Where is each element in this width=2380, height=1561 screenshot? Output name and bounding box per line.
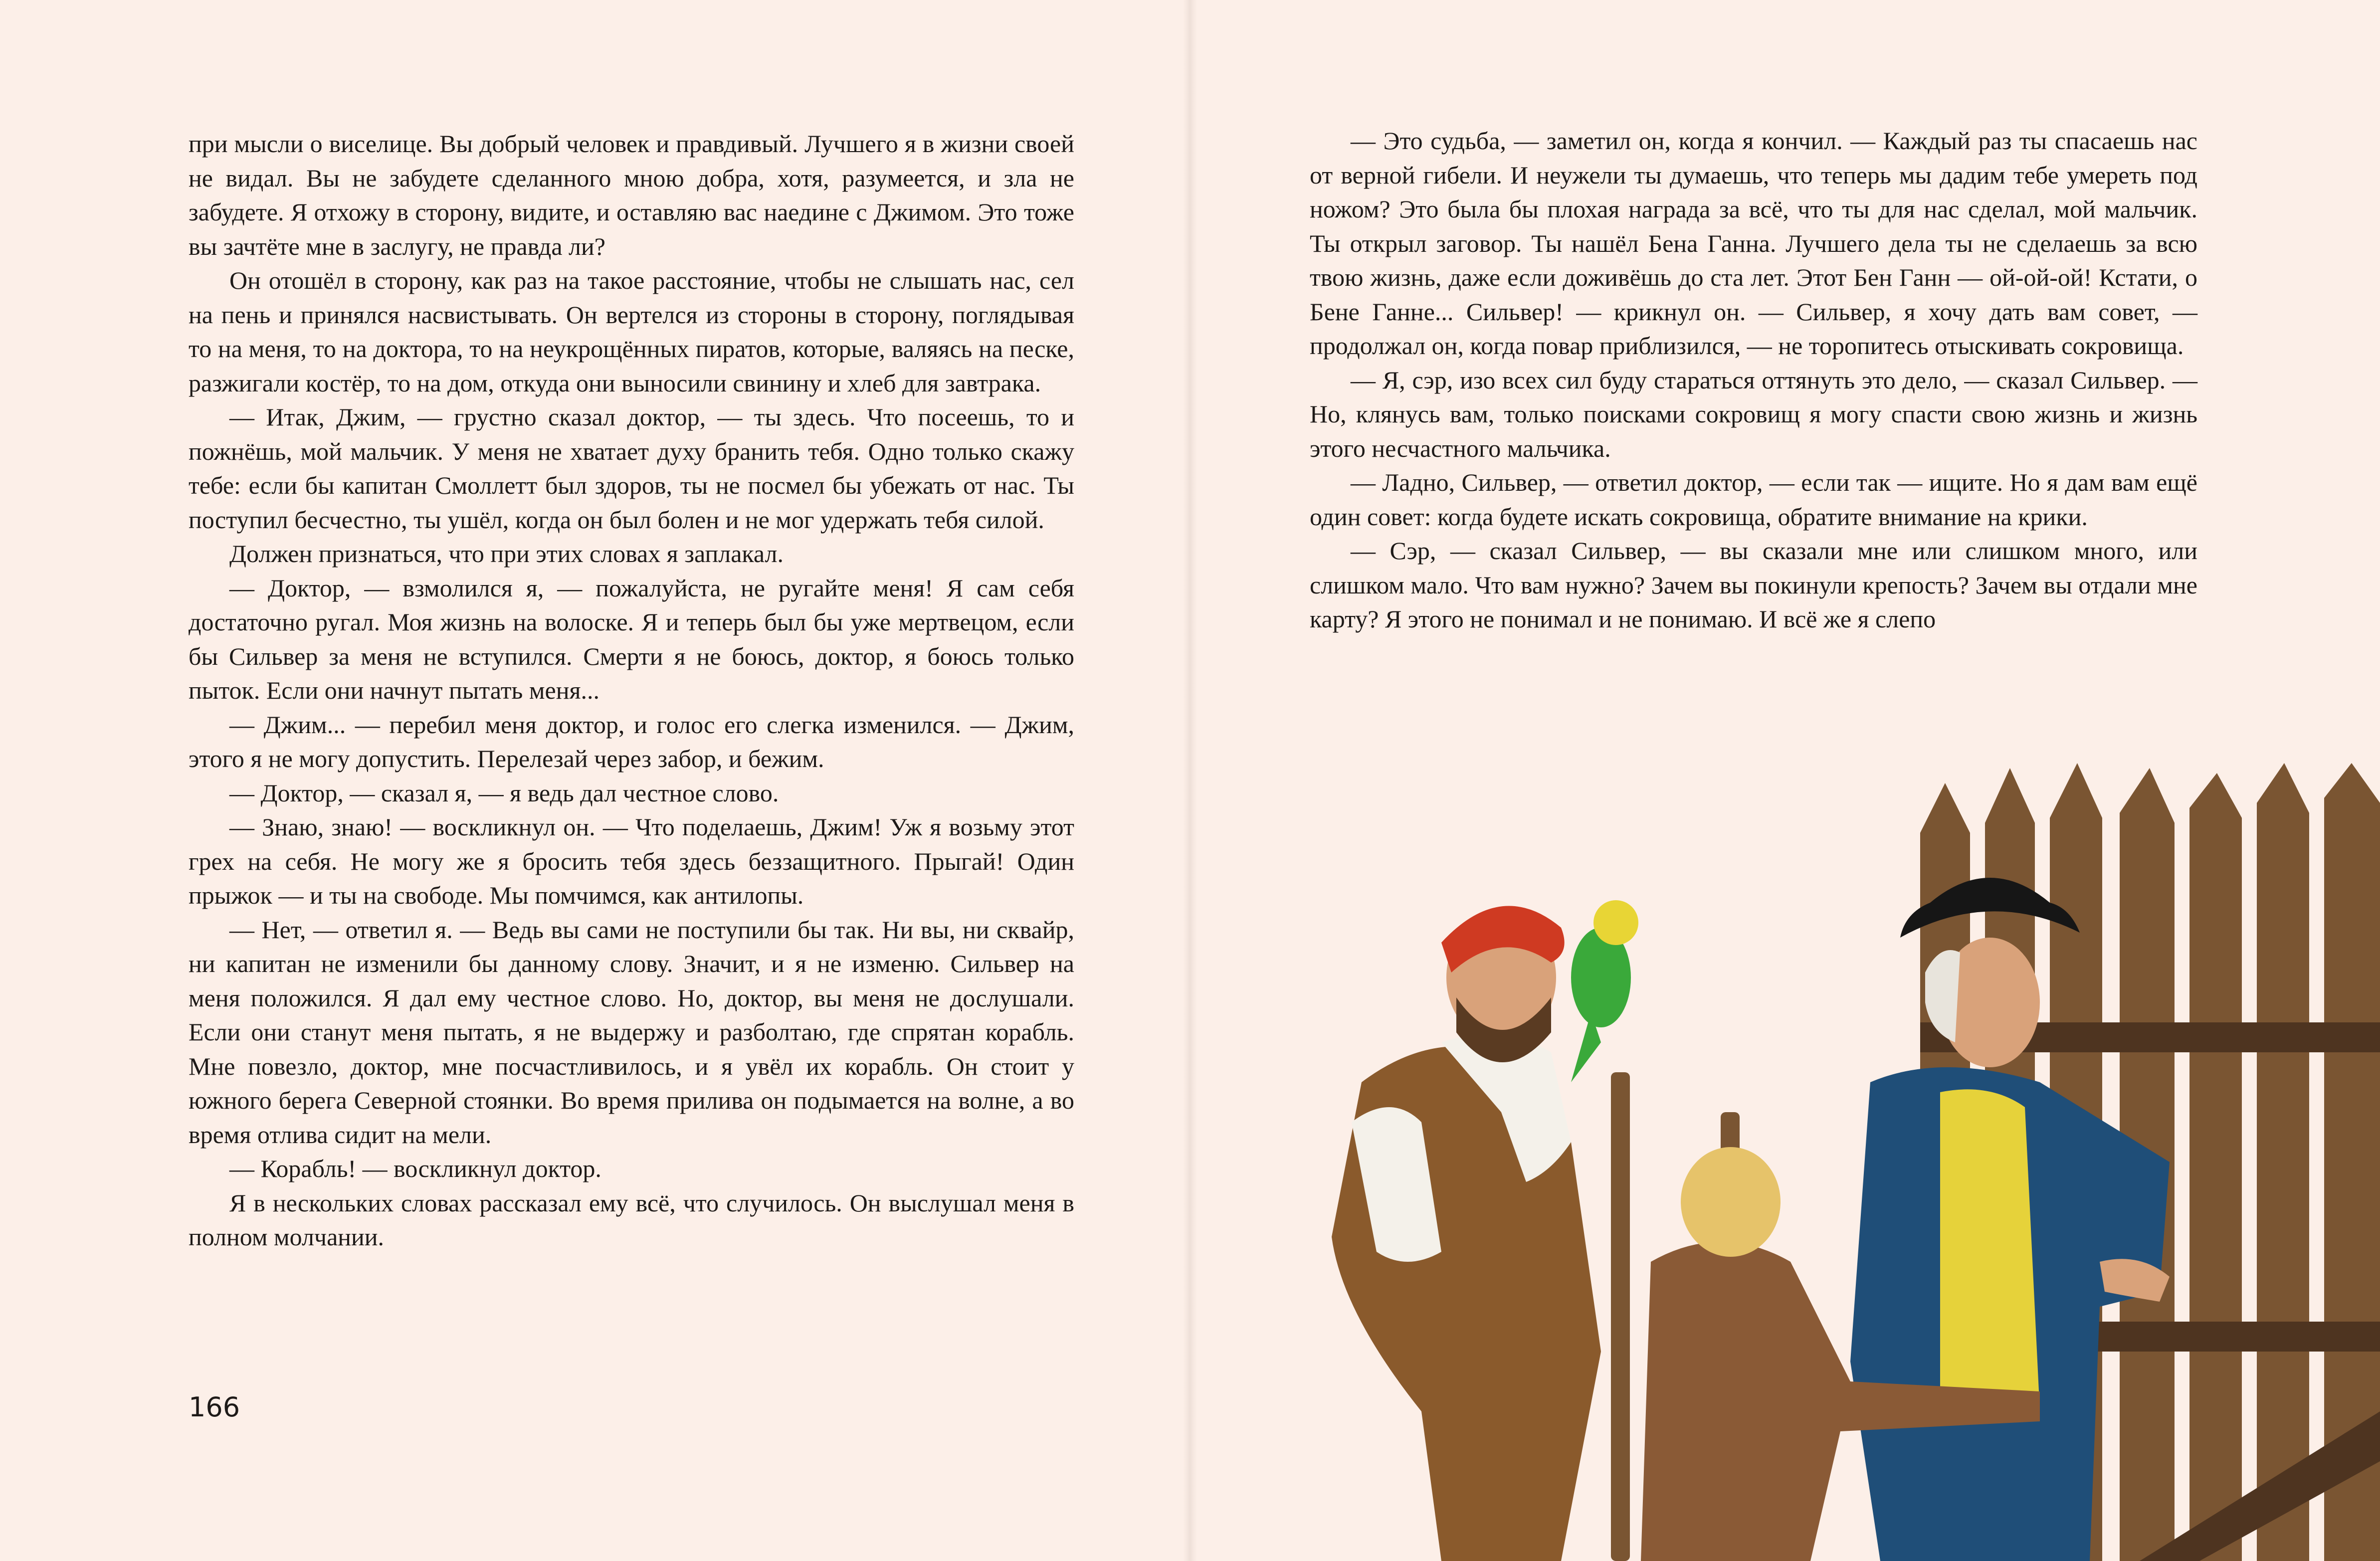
illustration-pirates-at-fence [1292, 763, 2380, 1561]
right-page-text [1310, 124, 2197, 636]
paragraph: Я в нескольких словах рассказал ему всё, что случилось. Он выслушал меня в полном молчании. [189, 1188, 1074, 1251]
paragraph: — Я, сэр, изо всех сил буду стараться оттянуть это дело, — сказал Сильвер. — Но, клянусь вам, только поисками сокровищ я могу спасти свою жизнь и жизнь этого несчастного мальчика. [1310, 366, 2197, 462]
paragraph: — Корабль! — воскликнул доктор. [229, 1155, 601, 1182]
paragraph: Он отошёл в сторону, как раз на такое расстояние, чтобы не слышать нас, сел на пень и принялся насвистывать. Он вертелся из стороны в сторону, поглядывая то на меня, то на доктора, то на неукрощённых пиратов, которые, валяясь на песке, разжигали костёр, то на дом, откуда они выносили свинину и хлеб для завтрака. [189, 266, 1074, 397]
paragraph: Должен признаться, что при этих словах я заплакал. [229, 540, 784, 568]
paragraph: — Нет, — ответил я. — Ведь вы сами не поступили бы так. Ни вы, ни сквайр, ни капитан не изменили бы данному слову. Значит, и я не изменю. Сильвер на меня положился. Я дал ему честное слово. Но, доктор, вы меня не дослушали. Если они станут меня пытать, я не выдержу и разболтаю, где спрятан корабль. Мне повезло, доктор, мне посчастливилось, и я увёл их корабль. Он стоит у южного берега Северной стоянки. Во время прилива он подымается на волне, а во время отлива сидит на мели. [189, 915, 1074, 1149]
paragraph: при мысли о виселице. Вы добрый человек и правдивый. Лучшего я в жизни своей не видал. Вы не забудете сделанного мною добра, хотя, разумеется, и зла не забудете. Я отхожу в сторону, видите, и оставляю вас наедине с Джимом. Это тоже вы зачтёте мне в заслугу, не правда ли? [189, 130, 1074, 260]
paragraph: — Доктор, — взмолился я, — пожалуйста, не ругайте меня! Я сам себя достаточно ругал. Моя жизнь на волоске. Я и теперь был бы уже мертвецом, если бы Сильвер за меня не вступился. Смерти я не боюсь, доктор, я боюсь только пыток. Если они начнут пытать меня... [189, 574, 1074, 704]
paragraph: — Итак, Джим, — грустно сказал доктор, — ты здесь. Что посеешь, то и пожнёшь, мой мальчик. У меня не хватает духу бранить тебя. Одно только скажу тебе: если бы капитан Смоллетт был здоров, ты не посмел бы убежать от нас. Ты поступил бесчестно, ты ушёл, когда он был болен и не мог удержать тебя силой. [189, 403, 1074, 534]
paragraph: — Джим... — перебил меня доктор, и голос его слегка изменился. — Джим, этого я не могу допустить. Перелезай через забор, и бежим. [189, 710, 1074, 773]
left-page-text [189, 127, 1074, 1254]
paragraph: — Ладно, Сильвер, — ответил доктор, — если так — ищите. Но я дам вам ещё один совет: когда будете искать сокровища, обратите внимание на крики. [1310, 468, 2197, 531]
paragraph: — Знаю, знаю! — воскликнул он. — Что поделаешь, Джим! Уж я возьму этот грех на себя. Не могу же я бросить тебя здесь беззащитного. Прыгай! Один прыжок — и ты на свободе. Мы помчимся, как антилопы. [189, 813, 1074, 909]
page-number: 166 [189, 1391, 240, 1423]
paragraph: — Это судьба, — заметил он, когда я кончил. — Каждый раз ты спасаешь нас от верной гибели. И неужели ты думаешь, что теперь мы дадим тебе умереть под ножом? Это была бы плохая награда за всё, что ты для нас сделал, мой мальчик. Ты открыл заговор. Ты нашёл Бена Ганна. Лучшего дела ты не сделаешь за всю твою жизнь, даже если доживёшь до ста лет. Этот Бен Ганн — ой-ой-ой! Кстати, о Бене Ганне... Сильвер! — крикнул он. — Сильвер, я хочу дать вам совет, — продолжал он, когда повар приблизился, — не торопитесь отыскивать сокровища. [1310, 127, 2197, 360]
paragraph: — Сэр, — сказал Сильвер, — вы сказали мне или слишком много, или слишком мало. Что вам нужно? Зачем вы покинули крепость? Зачем вы отдали мне карту? Я этого не понимал и не понимаю. И всё же я слепо [1310, 537, 2197, 633]
paragraph: — Доктор, — сказал я, — я ведь дал честное слово. [229, 779, 779, 807]
book-spine-shadow [1183, 0, 1197, 1561]
